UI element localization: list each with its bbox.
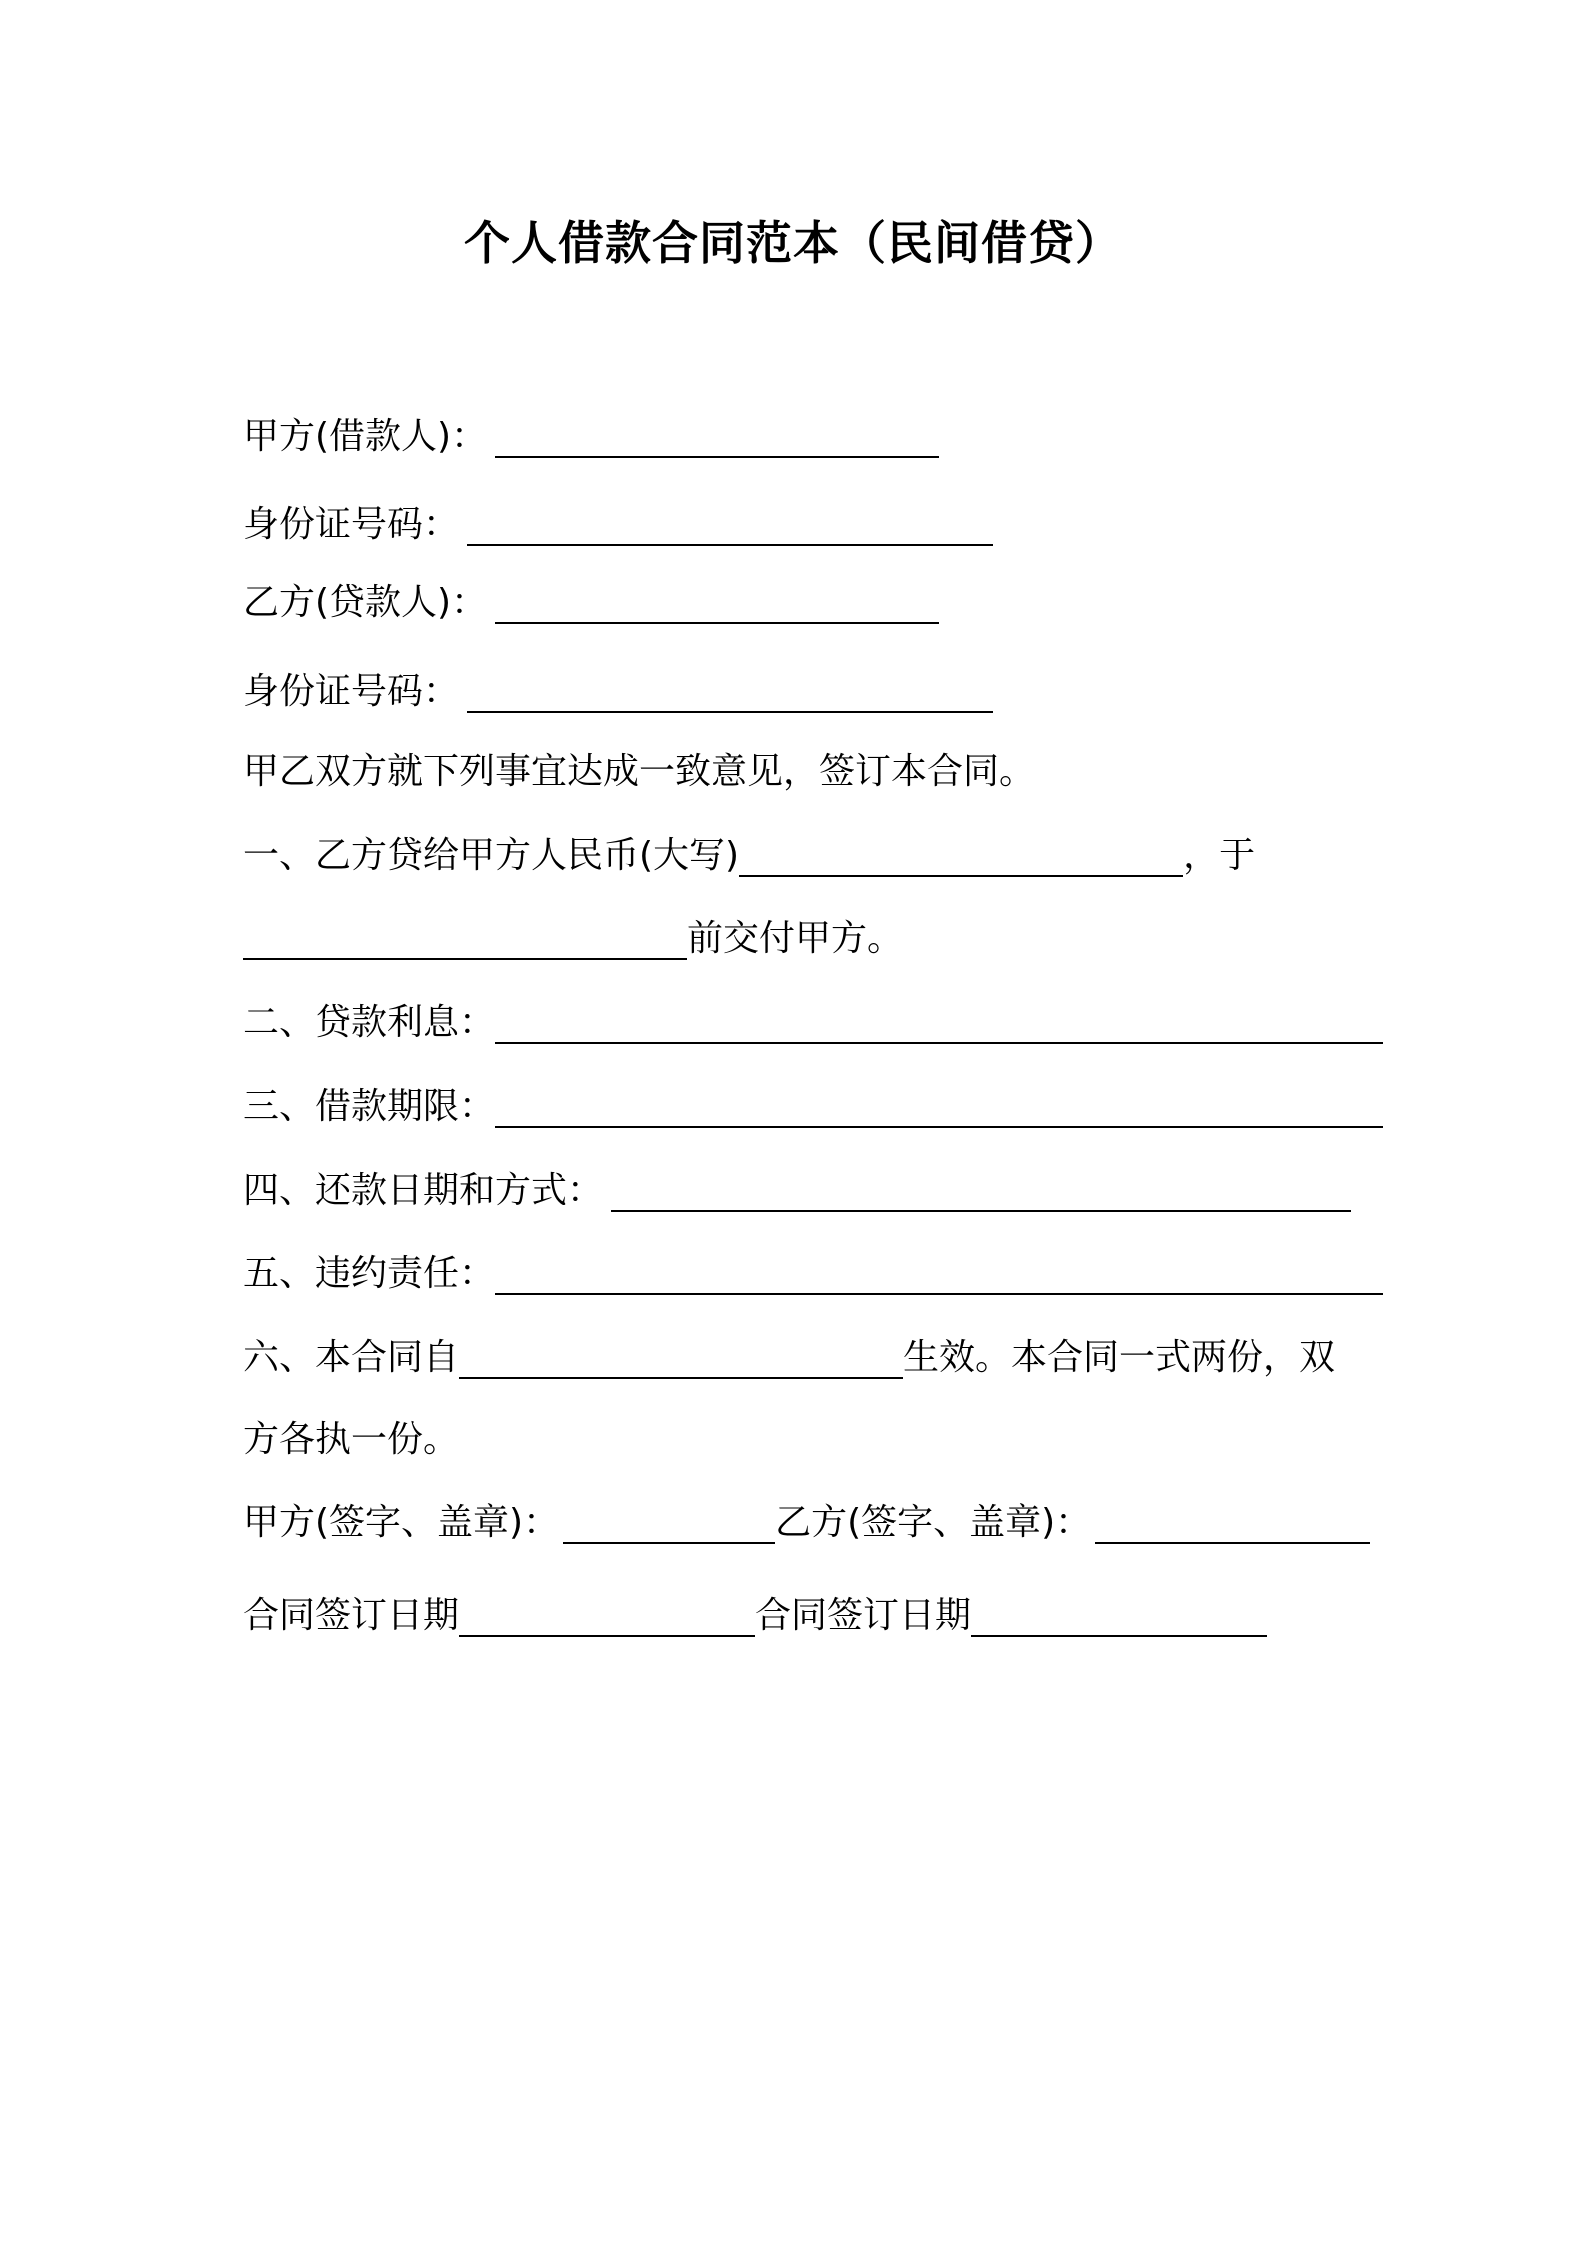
sign-b-label: 乙方(签字、盖章)： [775,1502,1092,1543]
clause-4-line [243,1166,1351,1216]
party-a-line [243,412,939,462]
clause-1-prefix: 一、乙方贷给甲方人民币(大写) [243,835,740,876]
party-b-id-line [243,667,993,717]
clause-6-prefix: 六、本合同自 [243,1337,460,1378]
clause-1-mid: ，于 [1183,835,1256,876]
repayment-blank[interactable] [611,1170,1351,1212]
clause-5-label: 五、违约责任： [243,1253,496,1294]
party-b-id-blank[interactable] [467,671,993,713]
signature-line [243,1498,1370,1548]
clause-4-label: 四、还款日期和方式： [243,1170,604,1211]
date-a-blank[interactable] [459,1595,755,1637]
party-a-id-blank[interactable] [467,504,993,546]
sign-a-label: 甲方(签字、盖章)： [243,1502,560,1543]
party-b-label: 乙方(贷款人)： [243,582,488,623]
party-a-id-label: 身份证号码： [243,504,460,545]
breach-liability-blank[interactable] [495,1253,1383,1295]
clause-3-label: 三、借款期限： [243,1086,496,1127]
party-a-label: 甲方(借款人)： [243,416,488,457]
loan-amount-blank[interactable] [739,835,1183,877]
loan-term-blank[interactable] [495,1086,1383,1128]
clause-1-line [243,831,1255,881]
party-b-id-label: 身份证号码： [243,671,460,712]
clause-6-line-2-text: 方各执一份。 [243,1419,460,1460]
clause-6-line [243,1333,1335,1383]
intro-line [243,747,1035,797]
clause-2-label: 二、贷款利息： [243,1002,496,1043]
party-b-name-blank[interactable] [495,582,939,624]
date-a-label: 合同签订日期 [243,1595,460,1636]
clause-3-line [243,1082,1383,1132]
party-b-line [243,578,939,628]
delivery-date-blank[interactable] [243,918,687,960]
clause-6-line-2 [243,1415,459,1465]
interest-blank[interactable] [495,1002,1383,1044]
clause-5-line [243,1249,1383,1299]
clause-6-suffix: 生效。本合同一式两份，双 [903,1337,1336,1378]
clause-1-line-2 [243,914,903,964]
document-title: 个人借款合同范本（民间借贷） [464,216,1122,270]
party-a-name-blank[interactable] [495,416,939,458]
effective-date-blank[interactable] [459,1337,903,1379]
date-line [243,1591,1267,1641]
clause-1-suffix: 前交付甲方。 [687,918,904,959]
sign-a-blank[interactable] [563,1502,775,1544]
date-b-blank[interactable] [971,1595,1267,1637]
intro-text: 甲乙双方就下列事宜达成一致意见，签订本合同。 [243,751,1036,792]
party-a-id-line [243,500,993,550]
date-b-label: 合同签订日期 [755,1595,972,1636]
clause-2-line [243,998,1383,1048]
sign-b-blank[interactable] [1095,1502,1370,1544]
